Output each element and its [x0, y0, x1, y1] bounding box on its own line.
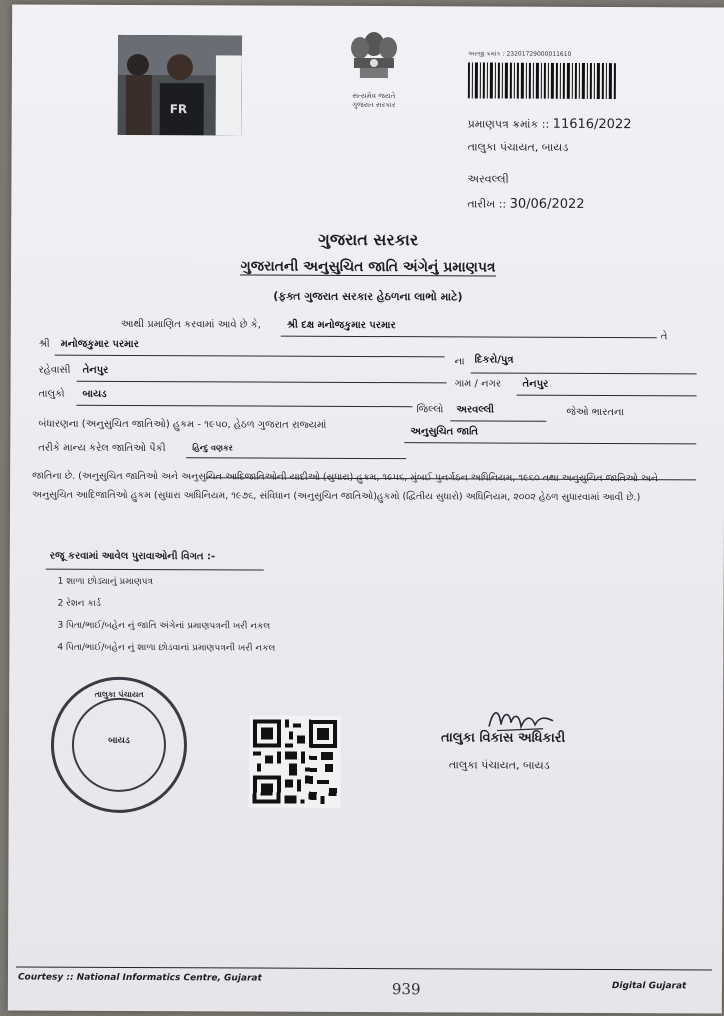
- signatory-office: તાલુકા પંચાયત, બાયડ: [448, 758, 550, 772]
- footer-brand: Digital Gujarat: [611, 981, 687, 992]
- applicant-name: શ્રી દક્ષ મનોજકુમાર પરમાર: [286, 319, 396, 332]
- father-name-line: [55, 355, 445, 358]
- signatory-title: તાલુકા વિકાસ અધિકારી: [440, 730, 566, 746]
- relation-line: [471, 372, 697, 374]
- village-line: [516, 395, 696, 397]
- district-label: જિલ્લો: [416, 404, 444, 416]
- lion-capital-icon: [342, 24, 406, 88]
- intro-text: આથી પ્રમાણિત કરવામાં આવે છે કે,: [120, 318, 261, 331]
- application-serial: અરજી ક્રમાંક : 23201729000011610: [467, 50, 572, 58]
- issuing-district: અરવલ્લી: [467, 172, 509, 186]
- certificate-note: (ફક્ત ગુજરાત સરકાર હેઠળના લાભો માટે): [273, 289, 463, 304]
- village-value: તેનપુર: [522, 378, 549, 390]
- certificate-number-label: પ્રમાણપત્ર ક્રમાંક: [467, 117, 539, 131]
- suffix-te: તે: [660, 331, 668, 343]
- footer-divider: [16, 966, 712, 970]
- category-value: અનુસુચિત જાતિ: [410, 426, 479, 438]
- district-value: અરવલ્લી: [456, 404, 495, 416]
- footer-courtesy: Courtesy :: National Informatics Centre, Gujarat: [17, 972, 262, 984]
- resident-label: રહેવાસી: [38, 364, 71, 376]
- taluka-value: બાયડ: [82, 388, 107, 400]
- caste-line: [186, 457, 406, 459]
- certificate-title: [11, 257, 724, 276]
- barcode: [468, 62, 618, 99]
- na-text: ના: [454, 356, 465, 368]
- category-line: [404, 442, 696, 444]
- certificate-number: 11616/2022: [552, 116, 632, 133]
- certificate-number-row: પ્રમાણપત્ર ક્રમાંક :: 11616/2022: [467, 116, 632, 133]
- issue-date-label: તારીખ: [467, 197, 496, 211]
- taluka-line: [76, 405, 412, 407]
- seal-ring-text: તાલુકા પંચાયત: [94, 689, 144, 700]
- district-line: [450, 420, 546, 421]
- issue-date-row: તારીખ :: 30/06/2022: [467, 196, 585, 212]
- state-emblem: [334, 24, 414, 124]
- issuing-office: તાલુકા પંચાયત, બાયડ: [467, 140, 569, 154]
- resident-place: તેનપુર: [82, 364, 109, 376]
- government-heading: ગુજરાત સરકાર: [318, 229, 419, 250]
- certificate-title-text: ગુજરાતની અનુસુચિત જાતિ અંગેનું પ્રમાણપત્ર: [240, 258, 496, 276]
- applicant-photo: [118, 35, 242, 136]
- emblem-motto: સત્યમેવ જયતે: [352, 91, 396, 101]
- recognized-label: તરીકે માન્ય કરેલ જાતિઓ પૈકી: [38, 442, 166, 455]
- certificate-page: [8, 4, 724, 1013]
- emblem-government: ગુજરાત સરકાર: [351, 100, 396, 110]
- shri-prefix: શ્રી: [38, 338, 50, 350]
- taluka-label: તાલુકો: [38, 388, 65, 400]
- handwritten-number: 939: [391, 980, 421, 999]
- caste-value: હિન્દુ વણકર: [192, 443, 233, 453]
- document-item: 1 શાળા છોડ્યાનું પ્રમાણપત્ર: [57, 576, 154, 588]
- legal-paragraph: જાતિના છે. (અનુસુચિત જાતિઓ અને અનુસુચિત આદિજાતિઓની યાદીઓ (સુધારા) હુકમ, ૧૯૫૬, મુંબઈ પુનર્ગઠન અધિનિયમ, ૧૯૬૦ તથા અનુસુચિત જાતિઓ અને અનુસુચિત આદિજાતિઓ હુકમ (સુધારા અધિનિયમ, ૧૯૭૬, સંવિધાન (અનુસુચિત જાતિઓ)હુકમો (દ્વિતીય સુધારો) અધિનિયમ, ૨૦૦૨ હેઠળ સુધારવામાં આવી છે.): [32, 470, 658, 504]
- order-text: બંધારણના (અનુસુચિત જાતિઓ) હુકમ - ૧૯૫૦, હેઠળ ગુજરાત રાજ્યમાં: [38, 418, 327, 431]
- documents-list: [57, 571, 275, 660]
- applicant-name-line: [281, 336, 657, 339]
- india-text: જેઓ ભારતના: [566, 406, 624, 419]
- qr-code: [249, 715, 341, 807]
- document-item: 4 પિતા/ભાઈ/બહેન નું શાળા છોડવાનાં પ્રમાણપત્રની ખરી નકલ: [57, 642, 276, 654]
- issue-date: 30/06/2022: [509, 196, 585, 212]
- svg-text:FR: FR: [169, 102, 188, 117]
- documents-heading: રજૂ કરવામાં આવેલ પુરાવાઓની વિગત :-: [49, 550, 216, 563]
- office-seal: [51, 677, 188, 814]
- resident-line: [77, 381, 447, 384]
- father-name: મનોજકુમાર પરમાર: [60, 338, 139, 351]
- document-item: 3 પિતા/ભાઈ/બહેન નું જાતિ અંગેનાં પ્રમાણપત્રની ખરી નકલ: [57, 620, 271, 632]
- seal-center-text: બાયડ: [108, 735, 130, 746]
- document-item: 2 રેશન કાર્ડ: [57, 598, 101, 609]
- relation: દિકરો/પુત્ર: [474, 354, 514, 366]
- village-label: ગામ / નગર: [454, 378, 502, 390]
